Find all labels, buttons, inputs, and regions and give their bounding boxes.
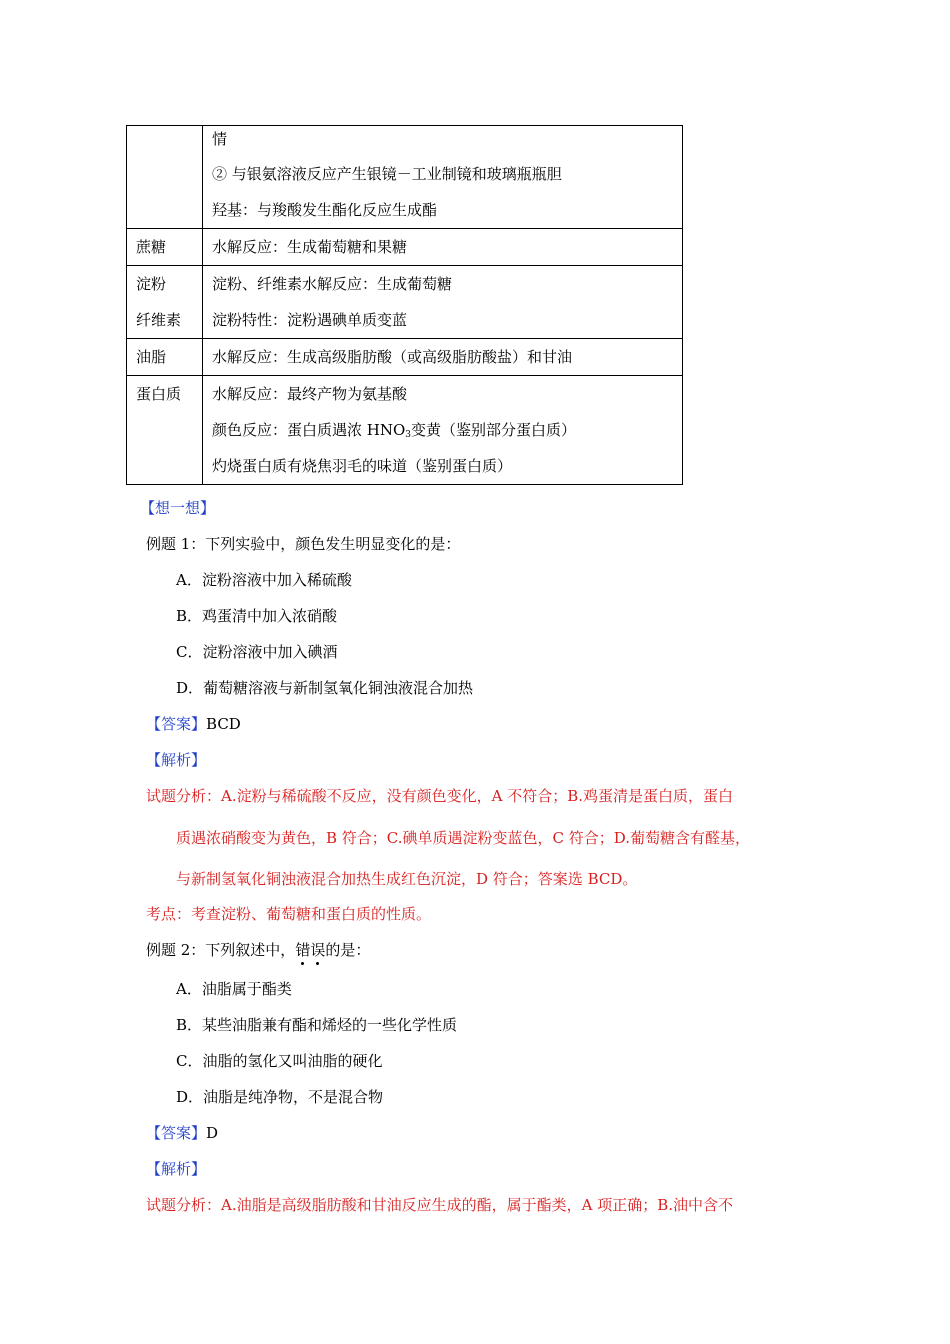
property-text: 变黄（鉴别部分蛋白质） bbox=[411, 421, 577, 439]
stem-text: 的是： bbox=[325, 941, 371, 959]
answer-label: 【答案】 bbox=[146, 715, 207, 733]
substance-cell bbox=[127, 229, 203, 266]
question-1-option: D．葡萄糖溶液与新制氢氧化铜浊液混合加热 bbox=[176, 679, 474, 697]
table-row bbox=[127, 229, 683, 266]
substance-name: 蛋白质 bbox=[136, 385, 182, 403]
question-1-stem: 例题 1：下列实验中，颜色发生明显变化的是： bbox=[146, 535, 461, 553]
question-2-option: D．油脂是纯净物，不是混合物 bbox=[176, 1088, 384, 1106]
question-1-answer bbox=[146, 714, 241, 734]
table-row bbox=[127, 266, 683, 339]
question-2-option: A．油脂属于酯类 bbox=[176, 980, 292, 998]
substance-cell bbox=[127, 266, 203, 339]
substance-cell bbox=[127, 126, 203, 229]
property-cell bbox=[203, 229, 683, 266]
property-line: 水解反应：生成葡萄糖和果糖 bbox=[212, 238, 408, 256]
substance-cell bbox=[127, 339, 203, 376]
subscript: 3 bbox=[405, 430, 412, 440]
property-line: 水解反应：生成高级脂肪酸（或高级脂肪酸盐）和甘油 bbox=[212, 348, 573, 366]
property-cell bbox=[203, 266, 683, 339]
question-1-point: 考点：考查淀粉、葡萄糖和蛋白质的性质。 bbox=[146, 905, 432, 923]
question-2-option: C．油脂的氢化又叫油脂的硬化 bbox=[176, 1052, 383, 1070]
question-1-option: A．淀粉溶液中加入稀硫酸 bbox=[176, 571, 352, 589]
property-text: 颜色反应：蛋白质遇浓 HNO bbox=[212, 421, 406, 439]
question-2-option: B．某些油脂兼有酯和烯烃的一些化学性质 bbox=[176, 1016, 458, 1034]
property-line: 淀粉特性：淀粉遇碘单质变蓝 bbox=[212, 311, 408, 329]
answer-value: D bbox=[206, 1124, 219, 1142]
question-2-analysis-line: 试题分析：A.油脂是高级脂肪酸和甘油反应生成的酯，属于酯类，A 项正确；B.油中含不 bbox=[146, 1196, 733, 1214]
table-row bbox=[127, 339, 683, 376]
property-cell bbox=[203, 376, 683, 485]
question-1-option: B．鸡蛋清中加入浓硝酸 bbox=[176, 607, 338, 625]
property-line: 情 bbox=[212, 130, 228, 148]
answer-label: 【答案】 bbox=[146, 1124, 207, 1142]
substance-name: 淀粉 bbox=[136, 275, 167, 293]
substance-name: 蔗糖 bbox=[136, 238, 167, 256]
property-line bbox=[203, 412, 682, 448]
property-cell bbox=[203, 126, 683, 229]
stem-text: 例题 2：下列叙述中， bbox=[146, 941, 296, 959]
question-1-analysis-line: 试题分析：A.淀粉与稀硫酸不反应，没有颜色变化，A 不符合；B.鸡蛋清是蛋白质，蛋白 bbox=[146, 787, 733, 805]
substance-name: 油脂 bbox=[136, 348, 167, 366]
question-1-analysis-label: 【解析】 bbox=[146, 751, 207, 769]
question-2-answer bbox=[146, 1123, 218, 1143]
question-1-analysis-line: 质遇浓硝酸变为黄色，B 符合；C.碘单质遇淀粉变蓝色，C 符合；D.葡萄糖含有醛基， bbox=[176, 829, 751, 847]
emphasis-char: 误 bbox=[310, 941, 326, 959]
property-cell bbox=[203, 339, 683, 376]
substance-cell bbox=[127, 376, 203, 485]
substance-name: 纤维素 bbox=[136, 311, 182, 329]
think-header: 【想一想】 bbox=[140, 499, 216, 517]
emphasis-char: 错 bbox=[295, 941, 311, 959]
table-row bbox=[127, 126, 683, 229]
table-row bbox=[127, 376, 683, 485]
property-line: 灼烧蛋白质有烧焦羽毛的味道（鉴别蛋白质） bbox=[212, 457, 513, 475]
question-2-stem bbox=[146, 940, 370, 960]
property-line: ② 与银氨溶液反应产生银镜－工业制镜和玻璃瓶瓶胆 bbox=[212, 165, 562, 183]
question-1-analysis-line: 与新制氢氧化铜浊液混合加热生成红色沉淀，D 符合；答案选 BCD。 bbox=[176, 870, 638, 888]
answer-value: BCD bbox=[206, 715, 241, 733]
property-line: 羟基：与羧酸发生酯化反应生成酯 bbox=[212, 201, 438, 219]
question-1-option: C．淀粉溶液中加入碘酒 bbox=[176, 643, 338, 661]
properties-table bbox=[126, 125, 683, 485]
question-2-analysis-label: 【解析】 bbox=[146, 1160, 207, 1178]
property-line: 水解反应：最终产物为氨基酸 bbox=[212, 385, 408, 403]
property-line: 淀粉、纤维素水解反应：生成葡萄糖 bbox=[212, 275, 453, 293]
